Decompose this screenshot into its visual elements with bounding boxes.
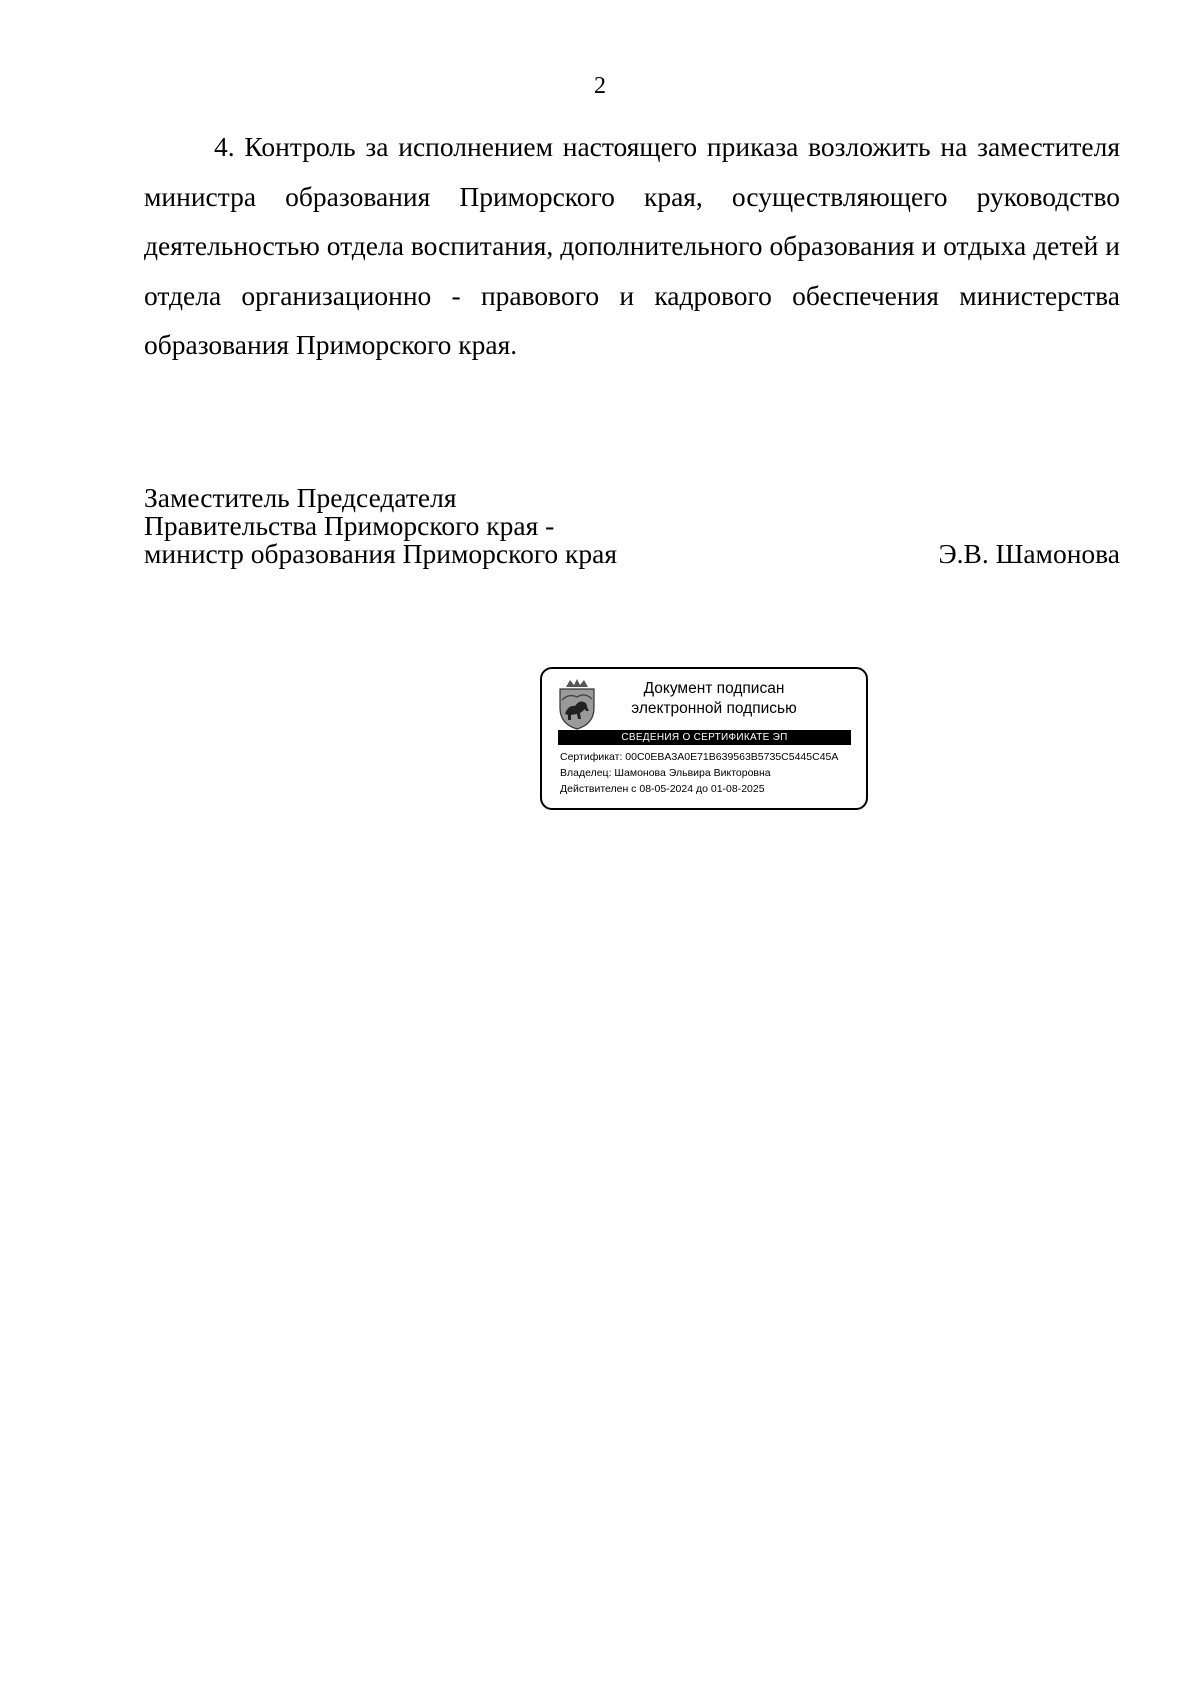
signatory-position-line-3: министр образования Приморского края (144, 538, 618, 569)
page-number: 2 (594, 73, 606, 99)
stamp-title-line-1: Документ подписан (643, 680, 785, 697)
order-paragraph-4: 4. Контроль за исполнением настоящего приказа возложить на заместителя министра образования Приморского края, осуществляющего руководство деятельностью отдела воспитания, дополнительного образования и отдыха детей и отдела организационно - правового и кадрового обеспечения министерства образования Приморского края. (144, 131, 1120, 360)
certificate-owner: Владелец: Шамонова Эльвира Викторовна (560, 767, 771, 779)
signatory-position (144, 484, 617, 568)
signer-name: Э.В. Шамонова (938, 538, 1120, 569)
signatory-position-line-2: Правительства Приморского края - (144, 510, 555, 541)
coat-of-arms-icon (556, 678, 598, 730)
stamp-title-line-2: электронной подписью (631, 700, 797, 717)
certificate-number: Сертификат: 00C0EBA3A0E71B639563B5735C5445C45A (560, 751, 839, 763)
electronic-signature-stamp (540, 667, 868, 810)
certificate-validity: Действителен с 08-05-2024 до 01-08-2025 (560, 783, 765, 795)
certificate-info (560, 749, 838, 797)
stamp-title (614, 679, 814, 719)
signatory-position-line-1: Заместитель Председателя (144, 482, 457, 513)
certificate-info-header: СВЕДЕНИЯ О СЕРТИФИКАТЕ ЭП (558, 730, 851, 745)
